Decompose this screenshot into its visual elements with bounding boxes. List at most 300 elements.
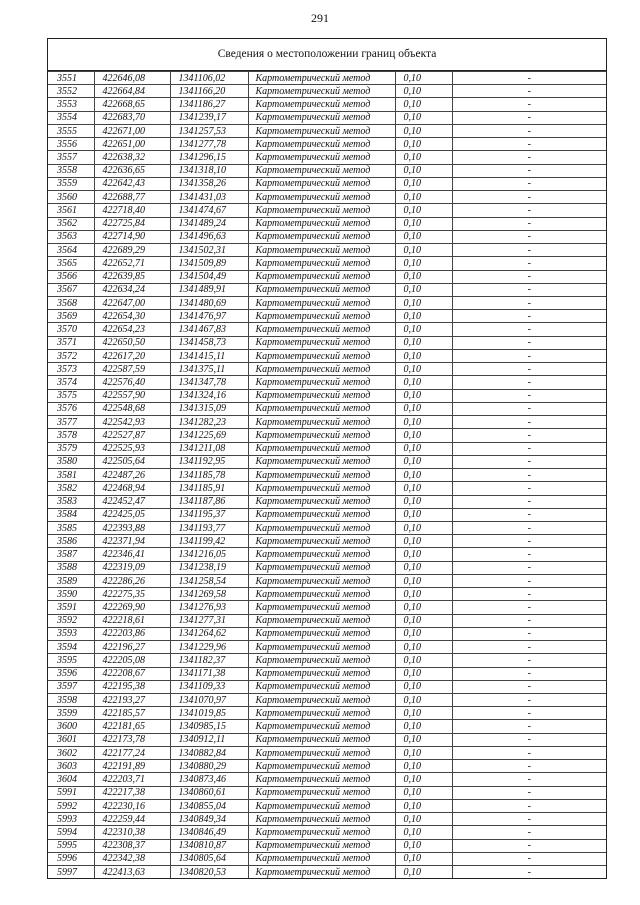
- y-coordinate-cell: 1341496,63: [170, 230, 248, 243]
- y-coordinate-cell: 1341318,10: [170, 164, 248, 177]
- method-cell: Картометрический метод: [248, 349, 395, 362]
- y-coordinate-cell: 1340810,87: [170, 839, 248, 852]
- point-number-cell: 3578: [48, 429, 94, 442]
- point-number-cell: 3580: [48, 455, 94, 468]
- x-coordinate-cell: 422714,90: [94, 230, 170, 243]
- description-cell: -: [452, 204, 606, 217]
- accuracy-cell: 0,10: [395, 720, 452, 733]
- accuracy-cell: 0,10: [395, 151, 452, 164]
- method-cell: Картометрический метод: [248, 244, 395, 257]
- accuracy-cell: 0,10: [395, 138, 452, 151]
- point-number-cell: 3589: [48, 574, 94, 587]
- table-row: [48, 336, 606, 349]
- point-number-cell: 3591: [48, 601, 94, 614]
- accuracy-cell: 0,10: [395, 839, 452, 852]
- table-row: [48, 363, 606, 376]
- method-cell: Картометрический метод: [248, 72, 395, 85]
- method-cell: Картометрический метод: [248, 588, 395, 601]
- method-cell: Картометрический метод: [248, 508, 395, 521]
- accuracy-cell: 0,10: [395, 455, 452, 468]
- description-cell: -: [452, 733, 606, 746]
- point-number-cell: 3582: [48, 482, 94, 495]
- x-coordinate-cell: 422191,89: [94, 760, 170, 773]
- point-number-cell: 5992: [48, 799, 94, 812]
- point-number-cell: 3567: [48, 283, 94, 296]
- method-cell: Картометрический метод: [248, 495, 395, 508]
- accuracy-cell: 0,10: [395, 98, 452, 111]
- accuracy-cell: 0,10: [395, 495, 452, 508]
- x-coordinate-cell: 422181,65: [94, 720, 170, 733]
- accuracy-cell: 0,10: [395, 588, 452, 601]
- table-row: [48, 535, 606, 548]
- method-cell: Картометрический метод: [248, 521, 395, 534]
- table-row: [48, 124, 606, 137]
- x-coordinate-cell: 422195,38: [94, 680, 170, 693]
- description-cell: -: [452, 349, 606, 362]
- table-row: [48, 244, 606, 257]
- method-cell: Картометрический метод: [248, 336, 395, 349]
- y-coordinate-cell: 1341358,26: [170, 177, 248, 190]
- x-coordinate-cell: 422668,65: [94, 98, 170, 111]
- x-coordinate-cell: 422425,05: [94, 508, 170, 521]
- accuracy-cell: 0,10: [395, 416, 452, 429]
- y-coordinate-cell: 1341239,17: [170, 111, 248, 124]
- method-cell: Картометрический метод: [248, 376, 395, 389]
- accuracy-cell: 0,10: [395, 852, 452, 865]
- description-cell: -: [452, 799, 606, 812]
- point-number-cell: 3584: [48, 508, 94, 521]
- y-coordinate-cell: 1341467,83: [170, 323, 248, 336]
- method-cell: Картометрический метод: [248, 866, 395, 879]
- method-cell: Картометрический метод: [248, 680, 395, 693]
- accuracy-cell: 0,10: [395, 349, 452, 362]
- y-coordinate-cell: 1341070,97: [170, 694, 248, 707]
- table-row: [48, 746, 606, 759]
- description-cell: -: [452, 667, 606, 680]
- x-coordinate-cell: 422173,78: [94, 733, 170, 746]
- point-number-cell: 3592: [48, 614, 94, 627]
- accuracy-cell: 0,10: [395, 654, 452, 667]
- point-number-cell: 3572: [48, 349, 94, 362]
- point-number-cell: 3604: [48, 773, 94, 786]
- x-coordinate-cell: 422371,94: [94, 535, 170, 548]
- description-cell: -: [452, 177, 606, 190]
- x-coordinate-cell: 422718,40: [94, 204, 170, 217]
- description-cell: -: [452, 760, 606, 773]
- point-number-cell: 3554: [48, 111, 94, 124]
- description-cell: -: [452, 376, 606, 389]
- table-row: [48, 376, 606, 389]
- y-coordinate-cell: 1341504,49: [170, 270, 248, 283]
- point-number-cell: 3583: [48, 495, 94, 508]
- y-coordinate-cell: 1341185,78: [170, 469, 248, 482]
- y-coordinate-cell: 1341282,23: [170, 416, 248, 429]
- x-coordinate-cell: 422205,08: [94, 654, 170, 667]
- y-coordinate-cell: 1341277,31: [170, 614, 248, 627]
- y-coordinate-cell: 1341216,05: [170, 548, 248, 561]
- accuracy-cell: 0,10: [395, 508, 452, 521]
- description-cell: -: [452, 866, 606, 879]
- point-number-cell: 3587: [48, 548, 94, 561]
- y-coordinate-cell: 1341458,73: [170, 336, 248, 349]
- description-cell: -: [452, 561, 606, 574]
- accuracy-cell: 0,10: [395, 389, 452, 402]
- accuracy-cell: 0,10: [395, 469, 452, 482]
- method-cell: Картометрический метод: [248, 614, 395, 627]
- table-row: [48, 866, 606, 879]
- accuracy-cell: 0,10: [395, 111, 452, 124]
- y-coordinate-cell: 1341315,09: [170, 402, 248, 415]
- accuracy-cell: 0,10: [395, 244, 452, 257]
- table-row: [48, 614, 606, 627]
- method-cell: Картометрический метод: [248, 191, 395, 204]
- description-cell: -: [452, 852, 606, 865]
- point-number-cell: 3598: [48, 694, 94, 707]
- y-coordinate-cell: 1341347,78: [170, 376, 248, 389]
- y-coordinate-cell: 1341258,54: [170, 574, 248, 587]
- point-number-cell: 3558: [48, 164, 94, 177]
- method-cell: Картометрический метод: [248, 826, 395, 839]
- point-number-cell: 3593: [48, 627, 94, 640]
- accuracy-cell: 0,10: [395, 521, 452, 534]
- description-cell: -: [452, 813, 606, 826]
- description-cell: -: [452, 680, 606, 693]
- table-row: [48, 508, 606, 521]
- y-coordinate-cell: 1341502,31: [170, 244, 248, 257]
- method-cell: Картометрический метод: [248, 230, 395, 243]
- accuracy-cell: 0,10: [395, 217, 452, 230]
- y-coordinate-cell: 1340855,04: [170, 799, 248, 812]
- x-coordinate-cell: 422576,40: [94, 376, 170, 389]
- accuracy-cell: 0,10: [395, 270, 452, 283]
- point-number-cell: 3569: [48, 310, 94, 323]
- table-row: [48, 416, 606, 429]
- method-cell: Картометрический метод: [248, 164, 395, 177]
- accuracy-cell: 0,10: [395, 786, 452, 799]
- description-cell: -: [452, 535, 606, 548]
- method-cell: Картометрический метод: [248, 455, 395, 468]
- point-number-cell: 3577: [48, 416, 94, 429]
- accuracy-cell: 0,10: [395, 442, 452, 455]
- description-cell: -: [452, 574, 606, 587]
- y-coordinate-cell: 1341375,11: [170, 363, 248, 376]
- point-number-cell: 3585: [48, 521, 94, 534]
- method-cell: Картометрический метод: [248, 363, 395, 376]
- point-number-cell: 3581: [48, 469, 94, 482]
- description-cell: -: [452, 191, 606, 204]
- page-number: 291: [311, 11, 329, 25]
- table-row: [48, 389, 606, 402]
- description-cell: -: [452, 389, 606, 402]
- y-coordinate-cell: 1341186,27: [170, 98, 248, 111]
- y-coordinate-cell: 1341474,67: [170, 204, 248, 217]
- x-coordinate-cell: 422259,44: [94, 813, 170, 826]
- description-cell: -: [452, 442, 606, 455]
- point-number-cell: 3560: [48, 191, 94, 204]
- method-cell: Картометрический метод: [248, 654, 395, 667]
- accuracy-cell: 0,10: [395, 230, 452, 243]
- y-coordinate-cell: 1341225,69: [170, 429, 248, 442]
- description-cell: -: [452, 151, 606, 164]
- x-coordinate-cell: 422587,59: [94, 363, 170, 376]
- table-row: [48, 257, 606, 270]
- x-coordinate-cell: 422269,90: [94, 601, 170, 614]
- accuracy-cell: 0,10: [395, 707, 452, 720]
- y-coordinate-cell: 1340873,46: [170, 773, 248, 786]
- description-cell: -: [452, 641, 606, 654]
- table-row: [48, 601, 606, 614]
- table-row: [48, 177, 606, 190]
- x-coordinate-cell: 422557,90: [94, 389, 170, 402]
- method-cell: Картометрический метод: [248, 416, 395, 429]
- y-coordinate-cell: 1341187,86: [170, 495, 248, 508]
- accuracy-cell: 0,10: [395, 866, 452, 879]
- y-coordinate-cell: 1341415,11: [170, 349, 248, 362]
- table-row: [48, 680, 606, 693]
- table-row: [48, 495, 606, 508]
- coordinates-table: [48, 71, 606, 878]
- x-coordinate-cell: 422308,37: [94, 839, 170, 852]
- point-number-cell: 5995: [48, 839, 94, 852]
- description-cell: -: [452, 720, 606, 733]
- description-cell: -: [452, 786, 606, 799]
- accuracy-cell: 0,10: [395, 164, 452, 177]
- description-cell: -: [452, 363, 606, 376]
- x-coordinate-cell: 422688,77: [94, 191, 170, 204]
- description-cell: -: [452, 72, 606, 85]
- x-coordinate-cell: 422634,24: [94, 283, 170, 296]
- accuracy-cell: 0,10: [395, 72, 452, 85]
- y-coordinate-cell: 1341199,42: [170, 535, 248, 548]
- y-coordinate-cell: 1340882,84: [170, 746, 248, 759]
- y-coordinate-cell: 1341476,97: [170, 310, 248, 323]
- point-number-cell: 3564: [48, 244, 94, 257]
- y-coordinate-cell: 1340985,15: [170, 720, 248, 733]
- method-cell: Картометрический метод: [248, 574, 395, 587]
- x-coordinate-cell: 422393,88: [94, 521, 170, 534]
- table-row: [48, 667, 606, 680]
- accuracy-cell: 0,10: [395, 694, 452, 707]
- point-number-cell: 3599: [48, 707, 94, 720]
- accuracy-cell: 0,10: [395, 601, 452, 614]
- x-coordinate-cell: 422542,93: [94, 416, 170, 429]
- point-number-cell: 3565: [48, 257, 94, 270]
- table-row: [48, 270, 606, 283]
- point-number-cell: 3573: [48, 363, 94, 376]
- description-cell: -: [452, 601, 606, 614]
- table-row: [48, 151, 606, 164]
- method-cell: Картометрический метод: [248, 323, 395, 336]
- description-cell: -: [452, 217, 606, 230]
- table-row: [48, 296, 606, 309]
- point-number-cell: 3575: [48, 389, 94, 402]
- table-row: [48, 429, 606, 442]
- y-coordinate-cell: 1340860,61: [170, 786, 248, 799]
- x-coordinate-cell: 422505,64: [94, 455, 170, 468]
- method-cell: Картометрический метод: [248, 124, 395, 137]
- method-cell: Картометрический метод: [248, 204, 395, 217]
- x-coordinate-cell: 422638,32: [94, 151, 170, 164]
- y-coordinate-cell: 1341264,62: [170, 627, 248, 640]
- method-cell: Картометрический метод: [248, 548, 395, 561]
- method-cell: Картометрический метод: [248, 773, 395, 786]
- x-coordinate-cell: 422203,86: [94, 627, 170, 640]
- point-number-cell: 3597: [48, 680, 94, 693]
- point-number-cell: 3600: [48, 720, 94, 733]
- description-cell: -: [452, 402, 606, 415]
- method-cell: Картометрический метод: [248, 389, 395, 402]
- accuracy-cell: 0,10: [395, 627, 452, 640]
- x-coordinate-cell: 422636,65: [94, 164, 170, 177]
- description-cell: -: [452, 773, 606, 786]
- table-row: [48, 694, 606, 707]
- description-cell: -: [452, 244, 606, 257]
- point-number-cell: 3602: [48, 746, 94, 759]
- description-cell: -: [452, 270, 606, 283]
- description-cell: -: [452, 588, 606, 601]
- description-cell: -: [452, 323, 606, 336]
- y-coordinate-cell: 1341109,33: [170, 680, 248, 693]
- table-row: [48, 442, 606, 455]
- description-cell: -: [452, 124, 606, 137]
- x-coordinate-cell: 422651,00: [94, 138, 170, 151]
- description-cell: -: [452, 296, 606, 309]
- y-coordinate-cell: 1340912,11: [170, 733, 248, 746]
- table-row: [48, 574, 606, 587]
- table-row: [48, 760, 606, 773]
- x-coordinate-cell: 422203,71: [94, 773, 170, 786]
- x-coordinate-cell: 422193,27: [94, 694, 170, 707]
- description-cell: -: [452, 164, 606, 177]
- y-coordinate-cell: 1341489,91: [170, 283, 248, 296]
- x-coordinate-cell: 422230,16: [94, 799, 170, 812]
- x-coordinate-cell: 422452,47: [94, 495, 170, 508]
- y-coordinate-cell: 1340820,53: [170, 866, 248, 879]
- x-coordinate-cell: 422525,93: [94, 442, 170, 455]
- method-cell: Картометрический метод: [248, 151, 395, 164]
- x-coordinate-cell: 422310,38: [94, 826, 170, 839]
- method-cell: Картометрический метод: [248, 177, 395, 190]
- point-number-cell: 3570: [48, 323, 94, 336]
- y-coordinate-cell: 1341480,69: [170, 296, 248, 309]
- point-number-cell: 3568: [48, 296, 94, 309]
- table-row: [48, 733, 606, 746]
- x-coordinate-cell: 422548,68: [94, 402, 170, 415]
- description-cell: -: [452, 336, 606, 349]
- description-cell: -: [452, 826, 606, 839]
- accuracy-cell: 0,10: [395, 746, 452, 759]
- y-coordinate-cell: 1341171,38: [170, 667, 248, 680]
- y-coordinate-cell: 1341257,53: [170, 124, 248, 137]
- accuracy-cell: 0,10: [395, 283, 452, 296]
- description-cell: -: [452, 85, 606, 98]
- point-number-cell: 3563: [48, 230, 94, 243]
- x-coordinate-cell: 422654,23: [94, 323, 170, 336]
- accuracy-cell: 0,10: [395, 296, 452, 309]
- accuracy-cell: 0,10: [395, 733, 452, 746]
- y-coordinate-cell: 1341195,37: [170, 508, 248, 521]
- point-number-cell: 5997: [48, 866, 94, 879]
- table-row: [48, 204, 606, 217]
- accuracy-cell: 0,10: [395, 482, 452, 495]
- y-coordinate-cell: 1341489,24: [170, 217, 248, 230]
- point-number-cell: 3595: [48, 654, 94, 667]
- y-coordinate-cell: 1341229,96: [170, 641, 248, 654]
- point-number-cell: 3574: [48, 376, 94, 389]
- description-cell: -: [452, 469, 606, 482]
- table-row: [48, 813, 606, 826]
- coordinates-table-body: [48, 72, 606, 879]
- y-coordinate-cell: 1341182,37: [170, 654, 248, 667]
- table-row: [48, 323, 606, 336]
- method-cell: Картометрический метод: [248, 760, 395, 773]
- x-coordinate-cell: 422275,35: [94, 588, 170, 601]
- accuracy-cell: 0,10: [395, 85, 452, 98]
- table-row: [48, 852, 606, 865]
- x-coordinate-cell: 422527,87: [94, 429, 170, 442]
- description-cell: -: [452, 98, 606, 111]
- method-cell: Картометрический метод: [248, 667, 395, 680]
- x-coordinate-cell: 422346,41: [94, 548, 170, 561]
- description-cell: -: [452, 283, 606, 296]
- y-coordinate-cell: 1340849,34: [170, 813, 248, 826]
- y-coordinate-cell: 1341211,08: [170, 442, 248, 455]
- table-row: [48, 230, 606, 243]
- point-number-cell: 3557: [48, 151, 94, 164]
- table-row: [48, 349, 606, 362]
- method-cell: Картометрический метод: [248, 296, 395, 309]
- point-number-cell: 3553: [48, 98, 94, 111]
- x-coordinate-cell: 422342,38: [94, 852, 170, 865]
- y-coordinate-cell: 1340880,29: [170, 760, 248, 773]
- x-coordinate-cell: 422664,84: [94, 85, 170, 98]
- y-coordinate-cell: 1341238,19: [170, 561, 248, 574]
- table-row: [48, 164, 606, 177]
- y-coordinate-cell: 1341431,03: [170, 191, 248, 204]
- accuracy-cell: 0,10: [395, 773, 452, 786]
- point-number-cell: 3561: [48, 204, 94, 217]
- method-cell: Картометрический метод: [248, 561, 395, 574]
- point-number-cell: 5991: [48, 786, 94, 799]
- point-number-cell: 3556: [48, 138, 94, 151]
- table-row: [48, 707, 606, 720]
- description-cell: -: [452, 482, 606, 495]
- y-coordinate-cell: 1341193,77: [170, 521, 248, 534]
- x-coordinate-cell: 422652,71: [94, 257, 170, 270]
- method-cell: Картометрический метод: [248, 786, 395, 799]
- x-coordinate-cell: 422185,57: [94, 707, 170, 720]
- description-cell: -: [452, 694, 606, 707]
- point-number-cell: 3588: [48, 561, 94, 574]
- y-coordinate-cell: 1341277,78: [170, 138, 248, 151]
- table-row: [48, 627, 606, 640]
- accuracy-cell: 0,10: [395, 402, 452, 415]
- method-cell: Картометрический метод: [248, 310, 395, 323]
- accuracy-cell: 0,10: [395, 535, 452, 548]
- x-coordinate-cell: 422217,38: [94, 786, 170, 799]
- boundary-table-frame: [47, 38, 607, 879]
- accuracy-cell: 0,10: [395, 429, 452, 442]
- table-title: Сведения о местоположении границ объекта: [48, 39, 606, 71]
- y-coordinate-cell: 1341192,95: [170, 455, 248, 468]
- table-row: [48, 588, 606, 601]
- table-row: [48, 72, 606, 85]
- description-cell: -: [452, 746, 606, 759]
- method-cell: Картометрический метод: [248, 283, 395, 296]
- table-row: [48, 310, 606, 323]
- point-number-cell: 3590: [48, 588, 94, 601]
- y-coordinate-cell: 1341296,15: [170, 151, 248, 164]
